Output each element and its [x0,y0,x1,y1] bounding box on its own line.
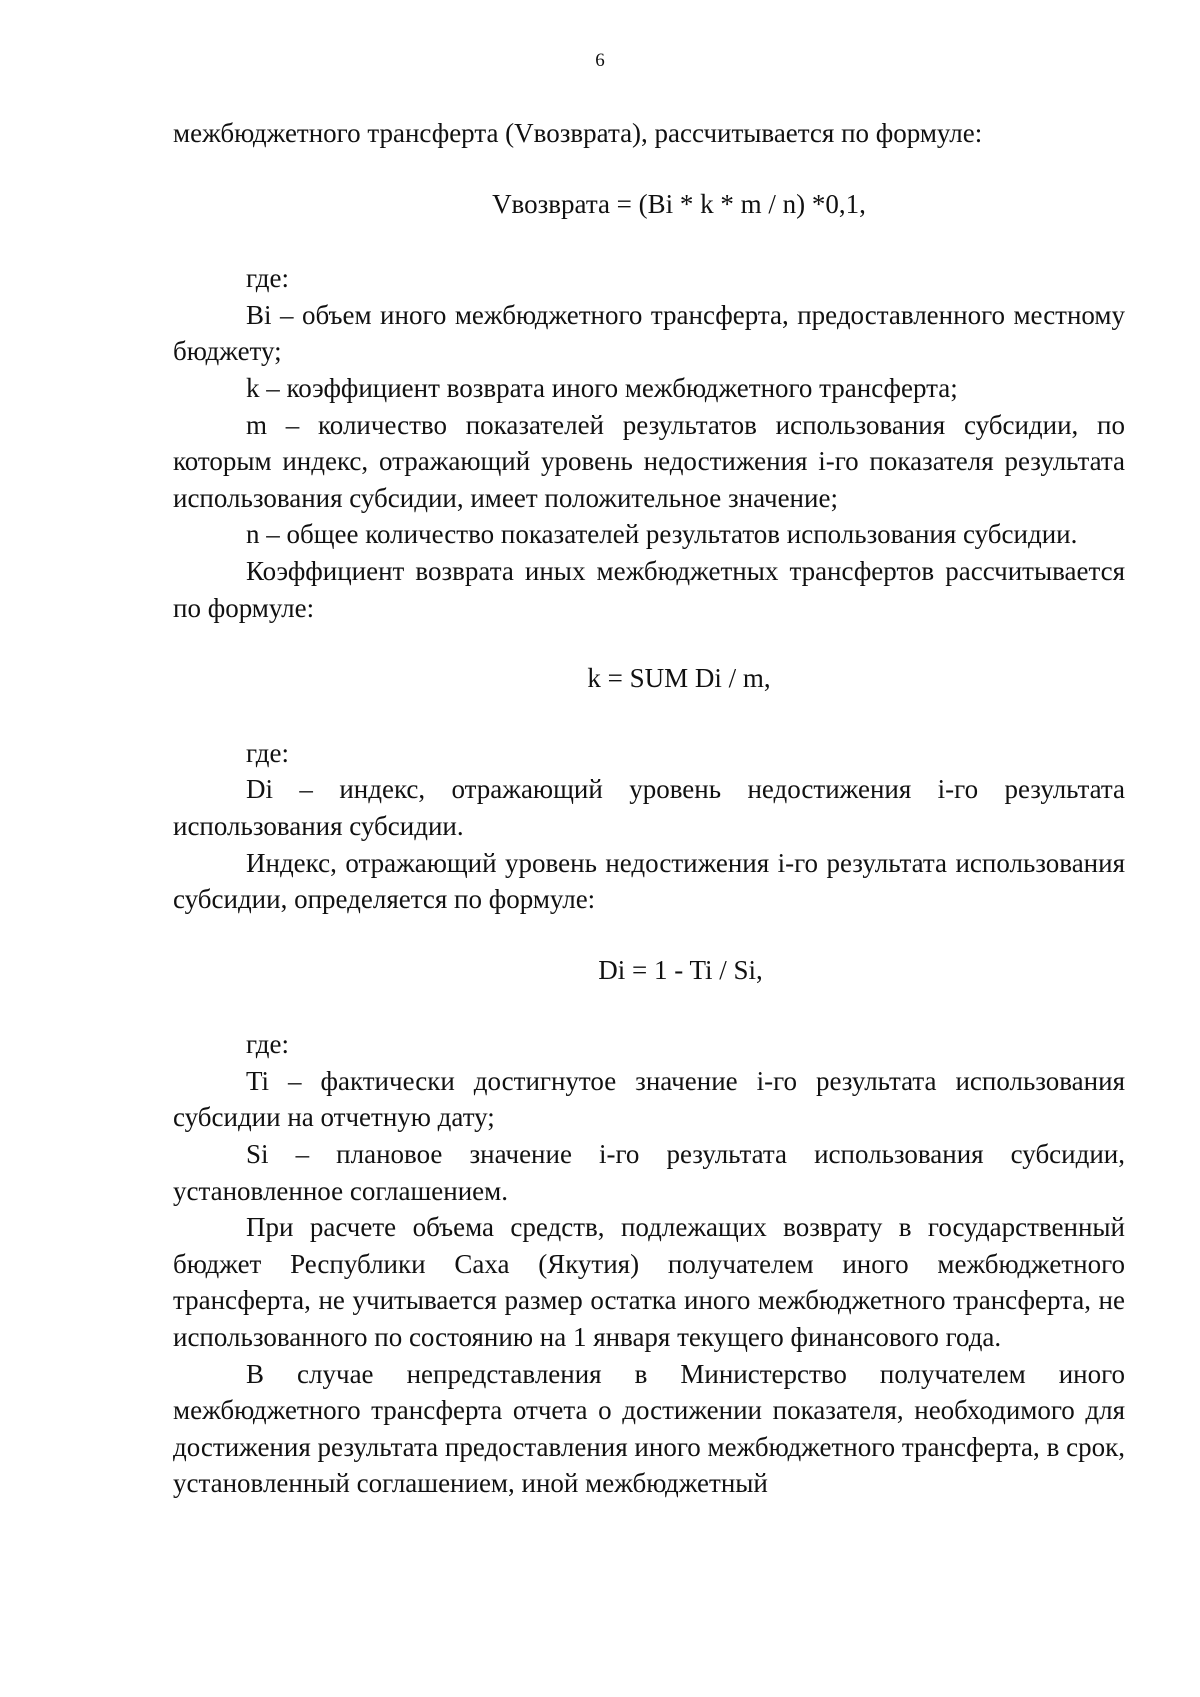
definition-k: k – коэффициент возврата иного межбюджетного трансферта; [246,372,958,403]
where-label: где: [246,737,289,768]
definition-bi: Bi – объем иного межбюджетного трансферта, предоставленного местному бюджету; [173,299,1125,367]
where-label: где: [246,1029,289,1060]
definition-m: m – количество показателей результатов использования субсидии, по которым индекс, отражающий уровень недостижения i-го показателя результата использования субсидии, имеет положительное значение; [173,409,1125,513]
definition-si: Si – плановое значение i-го результата использования субсидии, установленное соглашением. [173,1139,1125,1206]
paragraph-calculation: При расчете объема средств, подлежащих возврату в государственный бюджет Республики Саха (Якутия) получателем иного межбюджетного трансферта, не учитывается размер остатка иного межбюджетного трансферта, не использованного по состоянию на 1 января текущего финансового года. [173,1212,1125,1353]
paragraph-coefficient: Коэффициент возврата иных межбюджетных трансфертов рассчитывается по формуле: [173,555,1125,623]
definition-ti: Ti – фактически достигнутое значение i-го результата использования субсидии на отчетную дату; [173,1065,1125,1133]
document-body [173,115,1125,1502]
paragraph-nonsubmission: В случае непредставления в Министерство получателем иного межбюджетного трансферта отчета о достижении показателя, необходимого для достижения результата предоставления иного межбюджетного трансферта, в срок, установленный соглашением, иной межбюджетный [173,1358,1125,1499]
formula-coefficient: k = SUM Di / m, [587,663,771,694]
paragraph-intro: межбюджетного трансферта (Vвозврата), рассчитывается по формуле: [173,118,983,148]
formula-index: Di = 1 - Ti / Si, [598,954,763,985]
definition-n: n – общее количество показателей результатов использования субсидии. [246,519,1078,550]
where-label: где: [246,263,289,294]
paragraph-index: Индекс, отражающий уровень недостижения i-го результата использования субсидии, определяется по формуле: [173,847,1125,915]
definition-di: Di – индекс, отражающий уровень недостижения i-го результата использования субсидии. [173,774,1125,841]
page-number: 6 [595,50,605,71]
formula-return-volume: Vвозврата = (Bi * k * m / n) *0,1, [492,188,866,219]
